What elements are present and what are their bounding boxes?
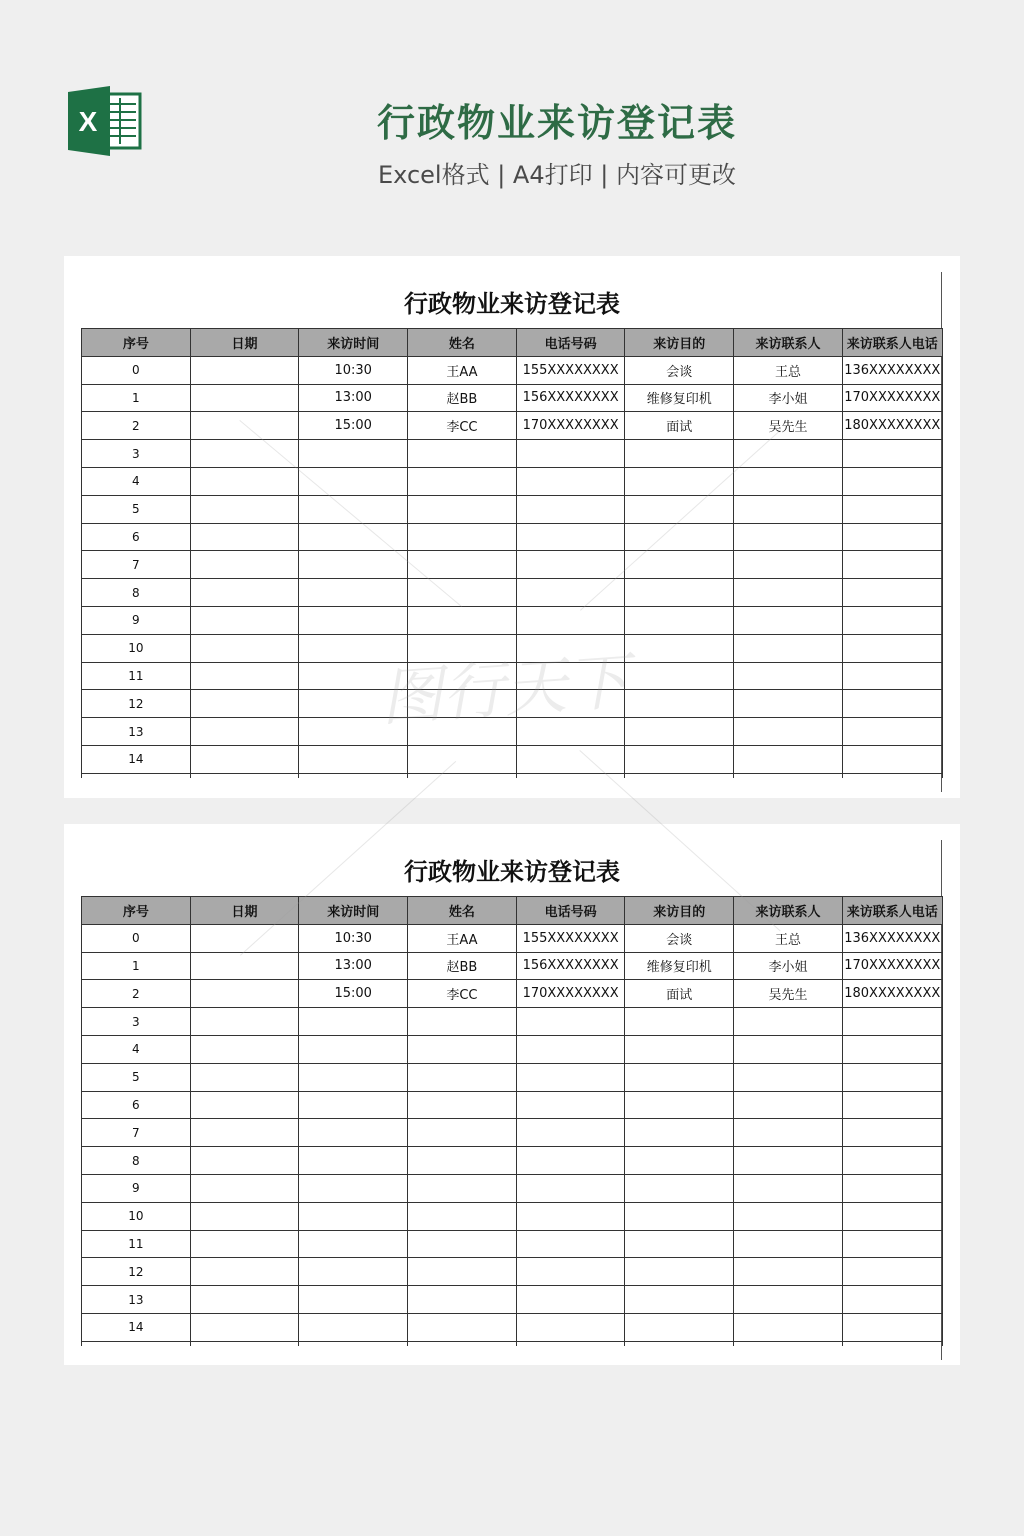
table-cell: 156XXXXXXXX (516, 384, 625, 412)
table-cell: 136XXXXXXXX (842, 356, 942, 384)
excel-icon-graphic (66, 86, 144, 156)
table-cell (190, 1313, 299, 1341)
table-cell (190, 467, 299, 495)
table-cell (408, 1119, 517, 1147)
table-cell (625, 662, 734, 690)
table-cell (408, 1313, 517, 1341)
table-cell: 10:30 (299, 924, 408, 952)
table-cell (734, 1119, 843, 1147)
table-cell (299, 773, 408, 778)
table-cell (842, 773, 942, 778)
row-index-cell: 2 (82, 980, 191, 1008)
table-cell (734, 1313, 843, 1341)
table-cell (842, 523, 942, 551)
table-row (82, 745, 943, 773)
row-index-cell: 0 (82, 356, 191, 384)
table-cell: 155XXXXXXXX (516, 924, 625, 952)
table-cell (408, 495, 517, 523)
table-cell (299, 606, 408, 634)
table-cell (625, 1119, 734, 1147)
table-cell: 李小姐 (734, 952, 843, 980)
table-cell (408, 773, 517, 778)
table-cell (734, 718, 843, 746)
table-cell (190, 1008, 299, 1036)
table-cell (299, 1202, 408, 1230)
watermark-text: 图行天下 (378, 644, 631, 735)
row-index-cell: 1 (82, 384, 191, 412)
table-cell: 会谈 (625, 356, 734, 384)
table-row (82, 952, 943, 980)
table-row (82, 924, 943, 952)
column-header: 来访时间 (299, 329, 408, 357)
table-cell (516, 1313, 625, 1341)
table-cell (734, 1230, 843, 1258)
table-cell (842, 467, 942, 495)
table-cell (842, 1008, 942, 1036)
table-cell (734, 440, 843, 468)
table-cell (82, 773, 191, 778)
table-cell (516, 745, 625, 773)
table-cell: 王AA (408, 924, 517, 952)
table-cell: 王总 (734, 356, 843, 384)
column-header: 来访联系人电话 (842, 329, 942, 357)
row-index-cell: 5 (82, 495, 191, 523)
table-cell (842, 551, 942, 579)
table-cell (516, 1202, 625, 1230)
row-index-cell: 14 (82, 745, 191, 773)
table-cell (842, 690, 942, 718)
table-row (82, 1147, 943, 1175)
table-cell (625, 1230, 734, 1258)
table-row (82, 579, 943, 607)
table-row (82, 980, 943, 1008)
table-cell (408, 467, 517, 495)
row-index-cell: 4 (82, 1035, 191, 1063)
table-cell (625, 1091, 734, 1119)
row-index-cell: 11 (82, 1230, 191, 1258)
column-header: 电话号码 (516, 329, 625, 357)
row-index-cell: 2 (82, 412, 191, 440)
table-cell (408, 1286, 517, 1314)
table-row (82, 1008, 943, 1036)
table-cell (190, 634, 299, 662)
table-cell (625, 773, 734, 778)
row-index-cell: 4 (82, 467, 191, 495)
table-cell (190, 579, 299, 607)
column-header: 日期 (190, 329, 299, 357)
table-cell (299, 1147, 408, 1175)
table-cell (299, 495, 408, 523)
table-cell (842, 1035, 942, 1063)
table-cell (734, 1147, 843, 1175)
row-index-cell: 9 (82, 1174, 191, 1202)
table-cell: 15:00 (299, 980, 408, 1008)
row-index-cell: 8 (82, 1147, 191, 1175)
table-cell: 王AA (408, 356, 517, 384)
table-cell: 赵BB (408, 384, 517, 412)
table-cell (299, 1174, 408, 1202)
table-cell (734, 634, 843, 662)
table-cell (625, 1286, 734, 1314)
table-cell (625, 634, 734, 662)
table-header-row (82, 897, 943, 925)
column-header: 序号 (82, 329, 191, 357)
table-cell (734, 773, 843, 778)
table-cell (842, 495, 942, 523)
table-cell (516, 1147, 625, 1175)
table-cell (299, 467, 408, 495)
excel-logo-letter: X (78, 106, 98, 137)
table-cell (190, 924, 299, 952)
table-cell (842, 1341, 942, 1346)
table-cell (734, 523, 843, 551)
table-row-stub (82, 1341, 943, 1346)
column-header: 来访联系人 (734, 329, 843, 357)
row-index-cell: 13 (82, 718, 191, 746)
table-cell (408, 1008, 517, 1036)
table-cell (625, 1313, 734, 1341)
table-cell (299, 1008, 408, 1036)
column-header: 姓名 (408, 329, 517, 357)
table-cell: 155XXXXXXXX (516, 356, 625, 384)
table-row-stub (82, 773, 943, 778)
table-cell (734, 1008, 843, 1036)
column-header: 姓名 (408, 897, 517, 925)
table-cell (734, 1063, 843, 1091)
row-index-cell: 9 (82, 606, 191, 634)
table-cell (190, 773, 299, 778)
table-cell (299, 745, 408, 773)
table-cell: 10:30 (299, 356, 408, 384)
table-cell: 面试 (625, 980, 734, 1008)
table-cell: 王总 (734, 924, 843, 952)
table-cell (516, 1091, 625, 1119)
table-cell (842, 1230, 942, 1258)
table-cell (190, 690, 299, 718)
table-cell (408, 523, 517, 551)
table-cell (625, 1202, 734, 1230)
table-cell (408, 1341, 517, 1346)
table-cell (734, 1258, 843, 1286)
table-cell: 维修复印机 (625, 952, 734, 980)
table-cell: 180XXXXXXXX (842, 980, 942, 1008)
row-index-cell: 6 (82, 1091, 191, 1119)
row-index-cell: 7 (82, 551, 191, 579)
table-row (82, 1202, 943, 1230)
column-header: 来访目的 (625, 329, 734, 357)
table-cell (190, 495, 299, 523)
table-cell (842, 1286, 942, 1314)
table-cell (516, 440, 625, 468)
row-index-cell: 3 (82, 440, 191, 468)
table-cell (734, 690, 843, 718)
row-index-cell: 13 (82, 1286, 191, 1314)
table-cell (190, 1147, 299, 1175)
table-cell (842, 1091, 942, 1119)
table-cell (516, 467, 625, 495)
table-cell: 会谈 (625, 924, 734, 952)
row-index-cell: 14 (82, 1313, 191, 1341)
table-row (82, 412, 943, 440)
table-cell (842, 1063, 942, 1091)
table-cell (842, 1258, 942, 1286)
table-cell (734, 1341, 843, 1346)
table-cell (190, 745, 299, 773)
table-cell (408, 1202, 517, 1230)
table-cell (408, 1230, 517, 1258)
table-cell: 吴先生 (734, 412, 843, 440)
column-header: 来访联系人 (734, 897, 843, 925)
table-cell (625, 745, 734, 773)
table-body (82, 924, 943, 1345)
table-cell (82, 1341, 191, 1346)
row-index-cell: 6 (82, 523, 191, 551)
table-cell (625, 718, 734, 746)
table-cell: 170XXXXXXXX (516, 980, 625, 1008)
column-header: 序号 (82, 897, 191, 925)
table-cell: 136XXXXXXXX (842, 924, 942, 952)
table-cell (842, 440, 942, 468)
table-row (82, 551, 943, 579)
table-cell (190, 1202, 299, 1230)
table-row (82, 467, 943, 495)
table-cell (516, 1008, 625, 1036)
table-cell: 赵BB (408, 952, 517, 980)
table-cell (299, 579, 408, 607)
table-cell (625, 467, 734, 495)
sheet-preview-2 (64, 824, 960, 1365)
table-cell (734, 745, 843, 773)
table-cell (408, 579, 517, 607)
column-header: 来访时间 (299, 897, 408, 925)
table-cell (734, 495, 843, 523)
table-row (82, 356, 943, 384)
table-cell (299, 1063, 408, 1091)
table-cell (408, 1035, 517, 1063)
table-row (82, 606, 943, 634)
table-cell: 李小姐 (734, 384, 843, 412)
table-cell (190, 1035, 299, 1063)
table-cell (516, 1174, 625, 1202)
table-cell: 13:00 (299, 384, 408, 412)
row-index-cell: 5 (82, 1063, 191, 1091)
table-cell (408, 1063, 517, 1091)
table-cell (625, 1063, 734, 1091)
table-cell (190, 952, 299, 980)
table-cell (516, 495, 625, 523)
row-index-cell: 3 (82, 1008, 191, 1036)
table-cell (516, 523, 625, 551)
table-cell (516, 551, 625, 579)
table-cell (625, 579, 734, 607)
table-cell (734, 467, 843, 495)
table-cell (190, 523, 299, 551)
table-cell (516, 1230, 625, 1258)
table-cell (516, 1286, 625, 1314)
row-index-cell: 7 (82, 1119, 191, 1147)
sheet-title: 行政物业来访登记表 (404, 858, 620, 886)
table-cell (190, 1286, 299, 1314)
table-row (82, 1119, 943, 1147)
table-cell (299, 1035, 408, 1063)
table-row (82, 1258, 943, 1286)
row-index-cell: 0 (82, 924, 191, 952)
table-cell (842, 634, 942, 662)
table-cell: 李CC (408, 980, 517, 1008)
table-row (82, 1063, 943, 1091)
table-cell: 156XXXXXXXX (516, 952, 625, 980)
table-cell (190, 440, 299, 468)
excel-logo-icon (66, 86, 144, 156)
table-cell (299, 1091, 408, 1119)
table-cell (190, 606, 299, 634)
table-cell (842, 1202, 942, 1230)
table-cell (734, 662, 843, 690)
table-cell (842, 579, 942, 607)
table-cell (299, 1230, 408, 1258)
sheet-title: 行政物业来访登记表 (404, 290, 620, 318)
table-cell (190, 980, 299, 1008)
table-cell: 面试 (625, 412, 734, 440)
table-cell (516, 606, 625, 634)
table-row (82, 1035, 943, 1063)
table-cell (842, 1313, 942, 1341)
table-cell (408, 745, 517, 773)
table-cell (734, 579, 843, 607)
table-cell (190, 1258, 299, 1286)
table-cell (190, 718, 299, 746)
table-cell (734, 1035, 843, 1063)
row-index-cell: 12 (82, 690, 191, 718)
row-index-cell: 1 (82, 952, 191, 980)
table-cell (408, 1258, 517, 1286)
table-cell (408, 1091, 517, 1119)
table-cell: 180XXXXXXXX (842, 412, 942, 440)
table-cell (190, 1091, 299, 1119)
table-cell (734, 551, 843, 579)
page-subtitle: Excel格式 | A4打印 | 内容可更改 (378, 161, 736, 189)
table-cell: 维修复印机 (625, 384, 734, 412)
table-cell (190, 1230, 299, 1258)
table-cell (734, 1091, 843, 1119)
table-row (82, 1313, 943, 1341)
table-cell (842, 1119, 942, 1147)
table-cell: 李CC (408, 412, 517, 440)
table-cell (625, 1174, 734, 1202)
column-header: 电话号码 (516, 897, 625, 925)
table-cell (190, 384, 299, 412)
table-cell (516, 1341, 625, 1346)
table-cell (734, 1202, 843, 1230)
table-cell (842, 1174, 942, 1202)
table-cell (408, 440, 517, 468)
visitor-log-table (81, 896, 943, 1346)
table-cell (190, 1341, 299, 1346)
table-cell (190, 662, 299, 690)
table-row (82, 1174, 943, 1202)
page-title: 行政物业来访登记表 (376, 101, 737, 145)
table-row (82, 1091, 943, 1119)
table-cell (516, 1258, 625, 1286)
table-cell (625, 1147, 734, 1175)
table-cell (842, 662, 942, 690)
column-header: 来访联系人电话 (842, 897, 942, 925)
row-index-cell: 10 (82, 634, 191, 662)
table-cell (625, 690, 734, 718)
table-cell (299, 1341, 408, 1346)
table-cell (734, 1174, 843, 1202)
table-cell: 170XXXXXXXX (842, 952, 942, 980)
table-cell (299, 1258, 408, 1286)
table-cell (299, 1286, 408, 1314)
table-cell (190, 551, 299, 579)
table-row (82, 523, 943, 551)
table-cell (408, 1147, 517, 1175)
table-cell (842, 1147, 942, 1175)
table-cell (190, 1119, 299, 1147)
column-header: 日期 (190, 897, 299, 925)
row-index-cell: 8 (82, 579, 191, 607)
table-row (82, 1286, 943, 1314)
table-row (82, 440, 943, 468)
row-index-cell: 10 (82, 1202, 191, 1230)
table-cell (625, 1035, 734, 1063)
table-cell (190, 1174, 299, 1202)
table-cell (625, 523, 734, 551)
table-row (82, 1230, 943, 1258)
table-cell (299, 1119, 408, 1147)
table-cell (299, 440, 408, 468)
table-cell (842, 718, 942, 746)
row-index-cell: 12 (82, 1258, 191, 1286)
table-cell (625, 1341, 734, 1346)
table-cell (625, 1008, 734, 1036)
table-row (82, 384, 943, 412)
table-cell: 170XXXXXXXX (516, 412, 625, 440)
table-cell (734, 1286, 843, 1314)
table-cell (190, 356, 299, 384)
table-row (82, 495, 943, 523)
table-cell (625, 1258, 734, 1286)
table-cell: 13:00 (299, 952, 408, 980)
table-cell (625, 440, 734, 468)
column-header: 来访目的 (625, 897, 734, 925)
table-cell (734, 606, 843, 634)
table-cell: 吴先生 (734, 980, 843, 1008)
table-cell (842, 606, 942, 634)
table-cell (408, 1174, 517, 1202)
table-cell: 15:00 (299, 412, 408, 440)
table-cell: 170XXXXXXXX (842, 384, 942, 412)
table-cell (408, 606, 517, 634)
table-cell (299, 1313, 408, 1341)
table-cell (842, 745, 942, 773)
table-cell (299, 551, 408, 579)
table-cell (190, 1063, 299, 1091)
table-header-row (82, 329, 943, 357)
table-cell (516, 1063, 625, 1091)
table-cell (516, 1035, 625, 1063)
table-cell (625, 606, 734, 634)
row-index-cell: 11 (82, 662, 191, 690)
table-cell (516, 1119, 625, 1147)
